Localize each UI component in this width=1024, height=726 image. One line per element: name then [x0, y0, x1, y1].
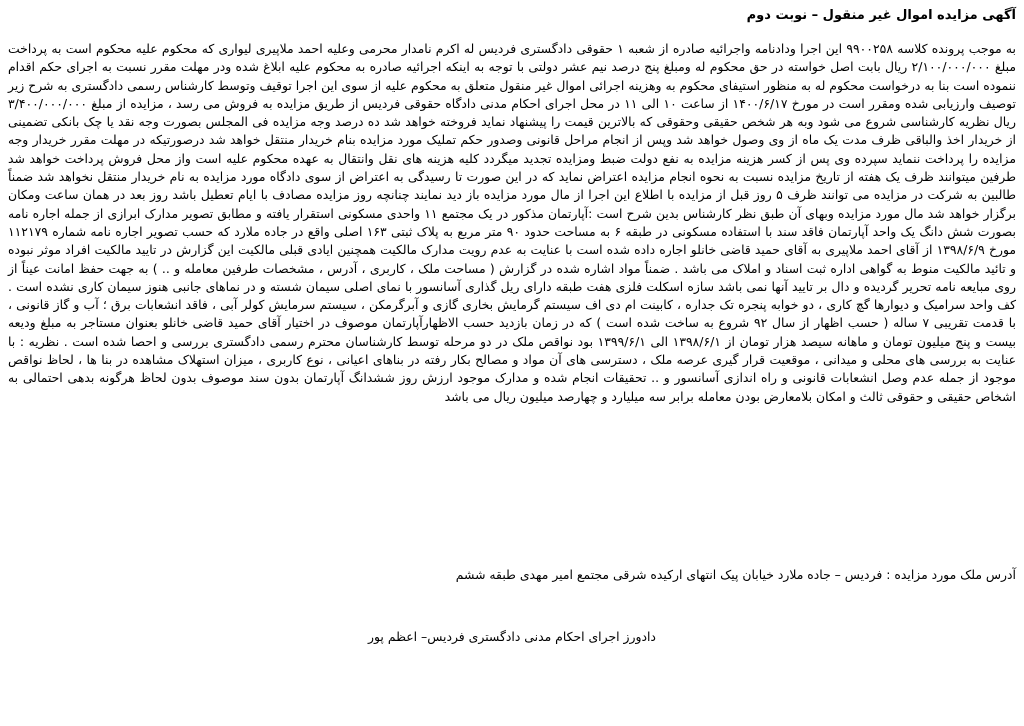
- notice-title: آگهی مزایده اموال غیر منقول – نوبت دوم: [746, 8, 1016, 23]
- notice-body-text: به موجب پرونده کلاسه ۹۹۰۰۲۵۸ این اجرا ودادنامه واجرائیه صادره از شعبه ۱ حقوقی دادگستری فردیس له اکرم نامدار محرمی وعلیه احمد ملاپیری لیواری که محکوم علیه محکوم است به پرداخت مبلغ ۲/۱۰۰/۰۰۰/۰۰۰ ریال بابت اصل خواسته در حق محکوم له ومبلغ پنج درصد نیم عشر دولتی با توجه به اینکه اجرائیه صادره به محکوم علیه ابلاغ شده ودر مهلت مقرر نسبت به اجرای حکم اقدام ننموده است بنا به درخواست محکوم له به منظور استیفای محکوم به وهزینه اجرائی اموال غیر منقول متعلق به محکوم علیه از سوی این اجرا توقیف وتوسط کارشناس رسمی دادگستری به شرح زیر توصیف وارزیابی شده ومقرر است در مورخ ۱۴۰۰/۶/۱۷ از ساعت ۱۰ الی ۱۱ در محل اجرای احکام مدنی دادگاه حقوقی فردیس از طریق مزایده به فروش می رسد ، مزایده از مبلغ ۳/۴۰۰/۰۰۰/۰۰۰ ریال نظریه کارشناسی شروع می شود وبه هر شخص حقیقی وحقوقی که بالاترین قیمت را پیشنهاد نماید فروخته خواهد شد ده درصد وجه مزایده فی المجلس بصورت وجه نقد یا چک بانکی تضمینی از خریدار اخذ والباقی ظرف مدت یک ماه از وی وصول خواهد شد وپس از انجام مراحل قانونی وصدور حکم تملیک مورد مزایده بنام خریدار منتقل خواهد شد درصورتیکه در مهلت مقرر خریدار وجه مزایده را پرداخت ننماید سپرده وی پس از کسر هزینه مزایده به نفع دولت ضبط ومزایده تجدید میگردد کلیه هزینه های نقل وانتقال به عهده محکوم علیه است واز محل فروش پرداخت خواهد شد طرفین میتوانند ظرف یک هفته از تاریخ مزایده نسبت به نحوه انجام مزایده اعتراض نماید که در این صورت تا رسیدگی به اعتراض از سوی دادگاه مورد مزایده به نام خریدار منتقل نخواهد شد ضمناً طالبین به شرکت در مزایده می توانند ظرف ۵ روز قبل از مزایده با اطلاع این اجرا از مال مورد مزایده باز دید نمایند چنانچه روز مزایده مصادف با ایام تعطیل باشد روز بعد در همان ساعت ومکان برگزار خواهد شد مال مورد مزایده وبهای آن طبق نظر کارشناس بدین شرح است :آپارتمان مذکور در یک مجتمع ۱۱ واحدی مسکونی استقرار یافته و مطابق تصویر مدارک ابرازی از جمله اجاره نامه بصورت شش دانگ یک واحد آپارتمان فاقد سند با استفاده مسکونی در طبقه ۶ به مساحت حدود ۹۰ متر مربع به پلاک ثبتی ۱۶۳ اصلی واقع در جاده ملارد که حسب تصویر اجاره نامه شماره ۱۱۲۱۷۹ مورخ ۱۳۹۸/۶/۹ از آقای احمد ملاپیری به آقای حمید قاضی خانلو اجاره داده شده است با عنایت به عدم رویت مدارک مالکیت همچنین ایادی قبلی مالکیت این گزارش در تایید مالکیت افراد موثر نبوده و تائید مالکیت منوط به گواهی اداره ثبت اسناد و املاک می باشد . ضمناً مواد اشاره شده در گزارش ( مساحت ملک ، کاربری ، آدرس ، مشخصات طرفین معامله و .. ) به جهت حفظ امانت عیناً از روی مبایعه نامه تحریر گردیده و دال بر تایید آنها نمی باشد سازه اسکلت فلزی هفت طبقه دارای ریل گذاری آسانسور با نمای اصلی سیمان شسته و در نماهای جانبی هنوز سیمان کاری نشده است . کف واحد سرامیک و دیوارها گچ کاری ، دو خوابه پنجره تک جداره ، کابینت ام دی اف سیستم گرمایش بخاری گازی و آبرگرمکن ، سیستم سرمایش کولر آبی ، فاقد انشعابات برق ؛ آب و گاز قانونی ، با قدمت تقریبی ۷ ساله ( حسب اظهار از سال ۹۲ شروع به ساخت شده است ) که در زمان بازدید حسب الاظهارآپارتمان موصوف در اختیار آقای حمید قاضی خانلو بعنوان مستاجر به مبلغ ودیعه بیست و پنج میلیون تومان و ماهانه سیصد هزار تومان از ۱۳۹۸/۶/۱ الی ۱۳۹۹/۶/۱ بود نواقص ملک در دو مرحله توسط کارشناسان محترم رسمی دادگستری بررسی و احصا شده است . نظریه : با عنایت به بررسی های محلی و میدانی ، موقعیت قرار گیری عرصه ملک ، دسترسی های آن مواد و مصالح بکار رفته در بناهای اعیانی ، نوع کاربری ، میزان استهلاک مشاهده در بنا ها ، لحاظ نواقص موجود از جمله عدم وصل انشعابات قانونی و راه اندازی آسانسور و .. تحقیقات انجام شده و مدارک موجود ارزش روز ششدانگ آپارتمان بدون سند موصوف بدون لحاظ هرگونه بدهی احتمالی به اشخاص حقیقی و حقوقی ثالث و امکان بلامعارض بودن معامله برابر سه میلیارد و چهارصد میلیون ریال می باشد: [8, 41, 1017, 404]
- signature-line: دادورز اجرای احکام مدنی دادگستری فردیس– اعظم پور: [368, 629, 656, 644]
- property-address: آدرس ملک مورد مزایده : فردیس – جاده ملارد خیابان پیک انتهای ارکیده شرقی مجتمع امیر مهدی طبقه ششم: [455, 567, 1016, 582]
